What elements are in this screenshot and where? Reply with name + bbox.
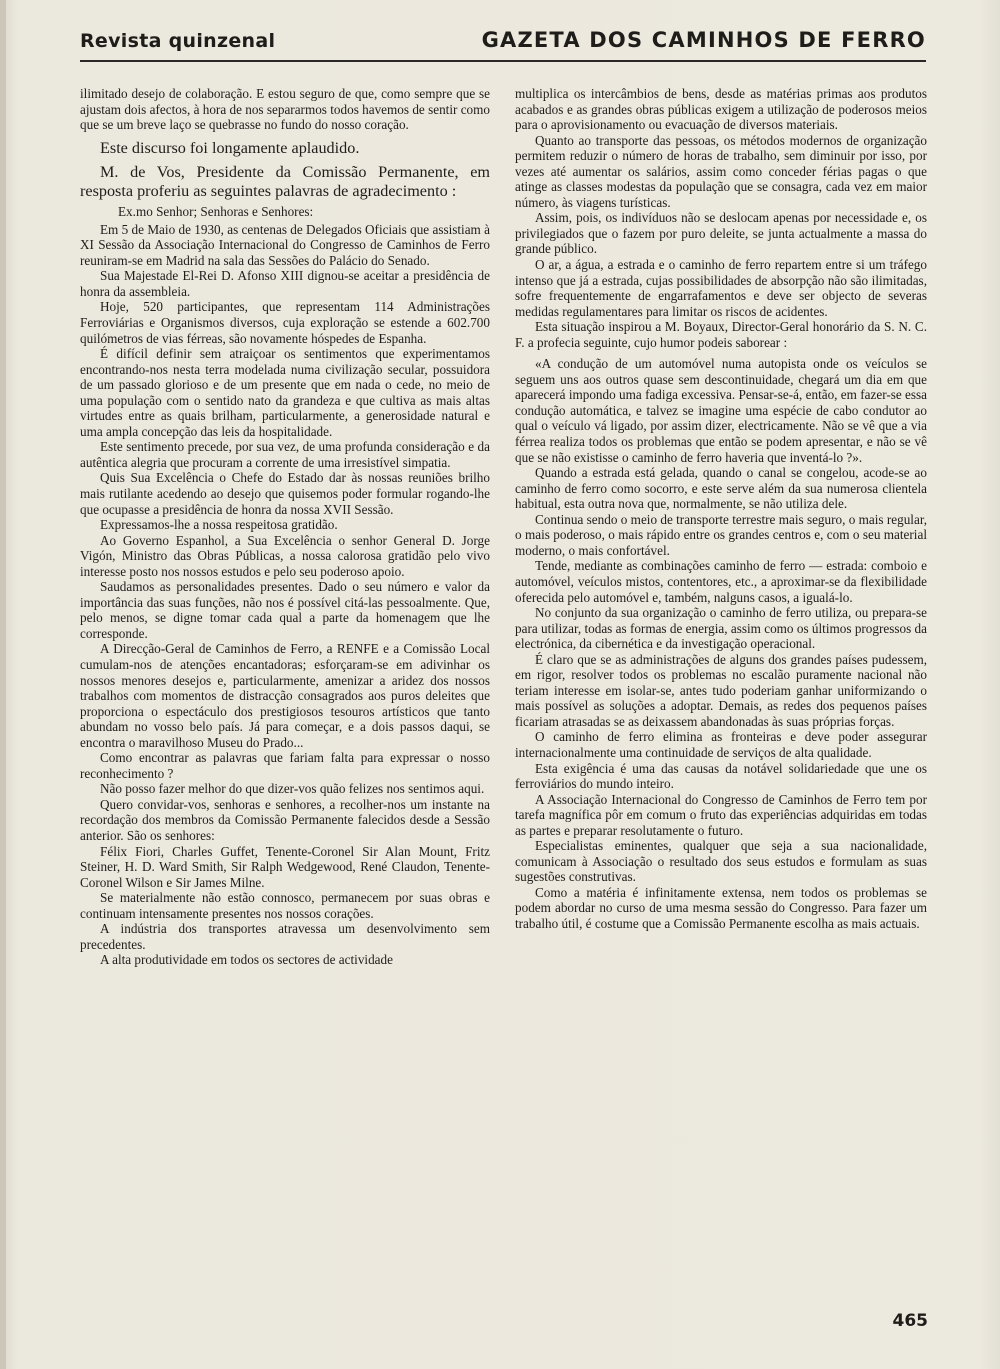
page-number: 465 bbox=[892, 1311, 928, 1331]
paragraph: É difícil definir sem atraiçoar os sentimentos que experimentamos encontrando-nos nesta terra modelada numa civilização secular, possuidora de um passado glorioso e de um presente que em nada o cede, no meio de uma população com o sentido nato da grandeza e que cultiva as mais altas virtudes entre as quais brilham, particularmente, a generosidade natural e uma ampla concepção das leis da hospitalidade. bbox=[80, 346, 490, 439]
page-spine-shadow bbox=[0, 0, 6, 1369]
paragraph: ilimitado desejo de colaboração. E estou seguro de que, como sempre que se ajustam dois afectos, à hora de nos separarmos todos havemos de sentir como que se um breve laço se quebrasse no fundo do nosso coração. bbox=[80, 86, 490, 133]
page-header bbox=[80, 28, 926, 62]
paragraph: O caminho de ferro elimina as fronteiras e deve poder assegurar internacionalmente uma continuidade de serviços de alta qualidade. bbox=[515, 729, 927, 760]
paragraph: Félix Fiori, Charles Guffet, Tenente-Coronel Sir Alan Mount, Fritz Steiner, H. D. Ward Smith, Sir Ralph Wedgewood, René Claudon, Tenente-Coronel Wilson e Sir James Milne. bbox=[80, 843, 490, 890]
salutation: Ex.mo Senhor; Senhoras e Senhores: bbox=[118, 204, 314, 220]
quotation-paragraph: «A condução de um automóvel numa autopista onde os veículos se seguem uns aos outros quase sem descontinuidade, chegará um dia em que aparecerá impondo uma fadiga excessiva. Pensar-se-á, então, em fazer-se essa condução automática, e talvez se imagine uma espécie de cabo condutor ao qual o veículo vá ligado, por assim dizer, electricamente. Não se vê que a via férrea realiza todos os problemas que então se podem apresentar, e não se vê que se não existisse o caminho de ferro haveria que inventá-lo ?». bbox=[515, 356, 927, 465]
paragraph: A Direcção-Geral de Caminhos de Ferro, a RENFE e a Comissão Local cumulam-nos de atenções encantadoras; esforçaram-se em adivinhar os nossos menores desejos e, particularmente, amenizar a aridez dos nossos trabalhos com momentos de distracção consagrados aos puros deleites que proporciona o espectáculo dos prestigiosos tesouros artísticos que tanto abundam no vosso belo país. Já para começar, e a dois passos daqui, se encontra o maravilhoso Museu do Prado... bbox=[80, 641, 490, 750]
paragraph: Este sentimento precede, por sua vez, de uma profunda consideração e da autêntica alegria que procuram a corrente de uma irresistível simpatia. bbox=[80, 439, 490, 470]
paragraph: Como encontrar as palavras que fariam falta para expressar o nosso reconhecimento ? bbox=[80, 750, 490, 781]
paragraph: multiplica os intercâmbios de bens, desde as matérias primas aos produtos acabados e as grandes obras públicas exigem a utilização de poderosos meios para o aprovisionamento ou evacuação de diversos materiais. bbox=[515, 86, 927, 133]
paragraph: É claro que se as administrações de alguns dos grandes países pudessem, em rigor, resolver todos os problemas no escalão puramente nacional não teriam interesse em isolar-se, antes tudo poderiam ganhar uniformizando o mais possível as soluções a adoptar. Demais, as redes dos pequenos países ficariam atrasadas se as deixassem abandonadas às suas próprias forças. bbox=[515, 651, 927, 729]
paragraph: No conjunto da sua organização o caminho de ferro utiliza, ou prepara-se para utilizar, todas as formas de energia, assim como os últimos progressos da electrónica, da cibernética e da investigação operacional. bbox=[515, 605, 927, 652]
left-text-column bbox=[80, 86, 490, 968]
paragraph: Quando a estrada está gelada, quando o canal se congelou, acode-se ao caminho de ferro como socorro, e este serve além da sua numerosa clientela habitual, esta outra nova que, normalmente, se não utiliza dele. bbox=[515, 465, 927, 512]
paragraph: Esta situação inspirou a M. Boyaux, Director-Geral honorário da S. N. C. F. a profecia seguinte, cujo humor podeis saborear : bbox=[515, 319, 927, 350]
paragraph: Esta exigência é uma das causas da notável solidariedade que une os ferroviários do mundo inteiro. bbox=[515, 760, 927, 792]
paragraph: Quanto ao transporte das pessoas, os métodos modernos de organização permitem reduzir o número de horas de trabalho, sem diminuir por isso, por vezes até aumentar os salários, assim como conceder férias pagas o que atinge as classes modestas da população que se consagra, cada vez em maior número, às viagens turísticas. bbox=[515, 132, 927, 210]
paragraph: Continua sendo o meio de transporte terrestre mais seguro, o mais regular, o mais poderoso, o mais rápido entre os grandes centros e, com o seu material moderno, o mais confortável. bbox=[515, 511, 927, 558]
paragraph-intro-speech: M. de Vos, Presidente da Comissão Permanente, em resposta proferiu as seguintes palavras de agradecimento : bbox=[80, 163, 490, 200]
paragraph-applause: Este discurso foi longamente aplaudido. bbox=[100, 138, 360, 157]
paragraph: Não posso fazer melhor do que dizer-vos quão felizes nos sentimos aqui. bbox=[100, 781, 485, 797]
paragraph: Assim, pois, os indivíduos não se deslocam apenas por necessidade e, os privilegiados que o fazem por puro deleite, se junta actualmente a massa do grande público. bbox=[515, 210, 927, 257]
paragraph: A alta produtividade em todos os sectores de actividade bbox=[100, 952, 393, 968]
paragraph: A indústria dos transportes atravessa um desenvolvimento sem precedentes. bbox=[80, 921, 490, 952]
paragraph: Hoje, 520 participantes, que representam 114 Administrações Ferroviárias e Organismos diversos, cuja exploração se estende a 602.700 quilómetros de vias férreas, são novamente hóspedes de Espanha. bbox=[80, 299, 490, 346]
header-right-title: GAZETA DOS CAMINHOS DE FERRO bbox=[481, 28, 926, 52]
paragraph: Tende, mediante as combinações caminho de ferro — estrada: comboio e automóvel, veículos mistos, contentores, etc., a aproximar-se da flexibilidade oferecida pelo automóvel e, também, nalguns casos, a igualá-lo. bbox=[515, 558, 927, 605]
paragraph: Se materialmente não estão connosco, permanecem por suas obras e continuam intensamente presentes nos nossos corações. bbox=[80, 890, 490, 921]
paragraph: Quis Sua Excelência o Chefe do Estado dar às nossas reuniões brilho mais rutilante acedendo ao desejo que quisemos poder formular rogando-lhe que ocupasse a presidência de honra da nossa XVII Sessão. bbox=[80, 470, 490, 517]
paragraph: O ar, a água, a estrada e o caminho de ferro repartem entre si um tráfego intenso que já a estrada, cujas possibilidades de absorpção não são ilimitadas, sofre frequentemente de engarrafamentos e deve ser objecto de severas medidas regulamentares para limitar os riscos de acidentes. bbox=[515, 257, 927, 319]
header-left-title: Revista quinzenal bbox=[80, 30, 276, 52]
paragraph: Especialistas eminentes, qualquer que seja a sua nacionalidade, comunicam à Associação o resultado dos seus estudos e formulam as suas sugestões construtivas. bbox=[515, 838, 927, 885]
paragraph: Expressamos-lhe a nossa respeitosa gratidão. bbox=[100, 517, 338, 533]
paragraph: Quero convidar-vos, senhoras e senhores, a recolher-nos um instante na recordação dos membros da Comissão Permanente falecidos desde a Sessão anterior. São os senhores: bbox=[80, 796, 490, 844]
paragraph: Ao Governo Espanhol, a Sua Excelência o senhor General D. Jorge Vigón, Ministro das Obras Públicas, a nossa calorosa gratidão pelo vivo interesse posto nos nossos estudos e pelo seu poderoso apoio. bbox=[80, 532, 490, 579]
paragraph: A Associação Internacional do Congresso de Caminhos de Ferro tem por tarefa magnífica pôr em comum o fruto das experiências adquiridas em todas as partes e preparar resolutamente o futuro. bbox=[515, 791, 927, 838]
right-text-column bbox=[515, 86, 927, 932]
paragraph: Saudamos as personalidades presentes. Dado o seu número e valor da importância das suas funções, não nos é possível citá-las pessoalmente. Que, pelo menos, se digne tomar cada qual a parte da homenagem que lhe corresponde. bbox=[80, 579, 490, 641]
paragraph: Em 5 de Maio de 1930, as centenas de Delegados Oficiais que assistiam à XI Sessão da Associação Internacional do Congresso de Caminhos de Ferro reuniram-se em Madrid na sala das Sessões do Palácio do Senado. bbox=[80, 221, 490, 268]
paragraph: Sua Majestade El-Rei D. Afonso XIII dignou-se aceitar a presidência de honra da assembleia. bbox=[80, 268, 490, 299]
paragraph: Como a matéria é infinitamente extensa, nem todos os problemas se podem abordar no curso de uma mesma sessão do Congresso. Para fazer um trabalho útil, é costume que a Comissão Permanente escolha as mais actuais. bbox=[515, 884, 927, 931]
